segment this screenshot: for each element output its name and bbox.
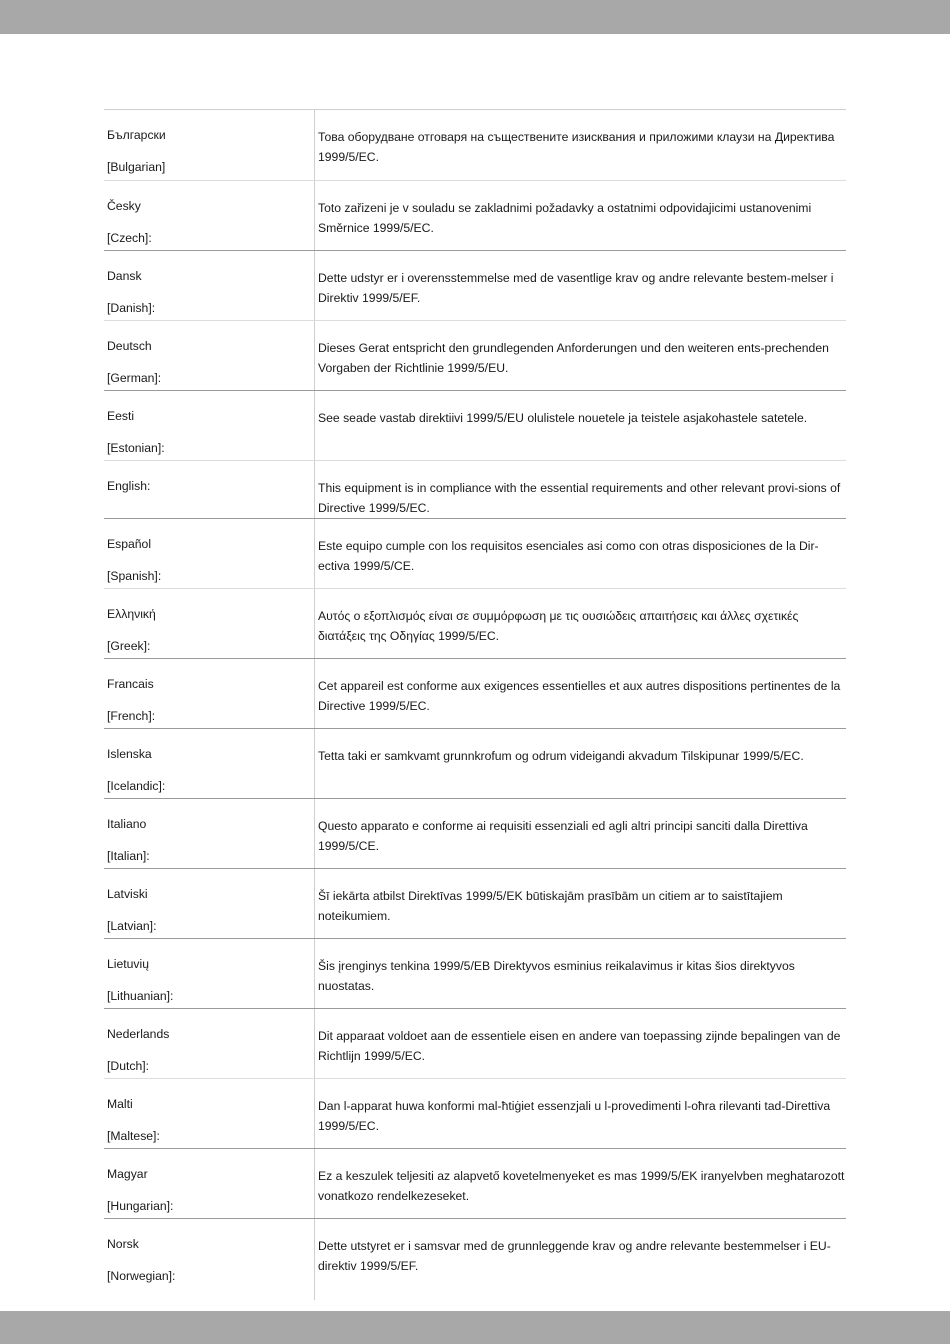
language-name: Lietuvių [107,957,150,971]
declaration-text: Este equipo cumple con los requisitos esenciales asi como con otras disposiciones de la Dir-ectiva 1999/5/CE. [318,539,819,573]
declaration-text: Šis įrenginys tenkina 1999/5/EB Direktyvos esminius reikalavimus ir kitas šios direktyvos nuostatas. [318,959,795,993]
declaration-text: Това оборудване отговаря на съществените изисквания и приложими клаузи на Директива 1999/5/ЕС. [318,130,835,164]
language-cell [104,729,315,798]
table-row [104,798,846,868]
table-row [104,110,846,180]
declaration-text: Toto zařizeni je v souladu se zakladnimi požadavky a ostatnimi odpovidajicimi ustanovenimi Směrnice 1999/5/EC. [318,201,812,235]
language-name: Islenska [107,747,152,761]
declaration-text: Questo apparato e conforme ai requisiti essenziali ed agli altri principi sanciti dalla Direttiva 1999/5/CE. [318,819,808,853]
language-name: Italiano [107,817,147,831]
header-bar [0,0,950,34]
table-row [104,658,846,728]
table-row [104,728,846,798]
language-cell [104,110,315,180]
language-name: Español [107,537,152,551]
declaration-text: Ez a keszulek teljesiti az alapvető kovetelmenyeket es mas 1999/5/EK iranyelvben meghatarozott vonatkozo rendelkezeseket. [318,1169,845,1203]
language-code: [Lithuanian]: [107,989,174,1003]
footer-bar [0,1311,950,1344]
table-row [104,938,846,1008]
language-name: English: [107,479,151,493]
language-cell [104,519,315,588]
language-code: [Greek]: [107,639,151,653]
table-row [104,320,846,390]
table-row [104,1148,846,1218]
language-cell [104,589,315,658]
declaration-text: Dette utstyret er i samsvar med de grunnleggende krav og andre relevante bestemmelser i EU-direktiv 1999/5/EF. [318,1239,831,1273]
language-name: Eesti [107,409,135,423]
declaration-text: Dan l-apparat huwa konformi mal-ħtiġiet essenzjali u l-provedimenti l-oħra rilevanti tad-Direttiva 1999/5/EC. [318,1099,831,1133]
language-name: Malti [107,1097,133,1111]
language-cell [104,251,315,320]
language-name: Nederlands [107,1027,170,1041]
compliance-table [104,109,846,1300]
language-name: Deutsch [107,339,152,353]
table-row [104,1078,846,1148]
language-code: [Norwegian]: [107,1269,176,1283]
language-name: Česky [107,199,141,213]
language-name: Norsk [107,1237,139,1251]
language-cell [104,461,315,518]
language-cell [104,1219,315,1300]
language-code: [Danish]: [107,301,156,315]
language-cell [104,1149,315,1218]
language-code: [German]: [107,371,162,385]
language-code: [French]: [107,709,156,723]
language-name: Magyar [107,1167,148,1181]
declaration-text: Tetta taki er samkvamt grunnkrofum og odrum videigandi akvadum Tilskipunar 1999/5/EC. [318,749,804,763]
declaration-text: This equipment is in compliance with the essential requirements and other relevant provi-sions of Directive 1999/5/EC. [318,481,841,515]
language-name: Български [107,128,166,142]
language-cell [104,181,315,250]
language-cell [104,659,315,728]
declaration-text: Šī iekārta atbilst Direktīvas 1999/5/EK būtiskajām prasībām un citiem ar to saistītajiem noteikumiem. [318,889,783,923]
language-cell [104,1079,315,1148]
language-code: [Hungarian]: [107,1199,174,1213]
declaration-text: Dette udstyr er i overensstemmelse med de vasentlige krav og andre relevante bestem-melser i Direktiv 1999/5/EF. [318,271,834,305]
language-cell [104,799,315,868]
table-row [104,390,846,460]
table-row [104,250,846,320]
declaration-text: Cet appareil est conforme aux exigences essentielles et aux autres dispositions pertinentes de la Directive 1999/5/EC. [318,679,841,713]
declaration-text: See seade vastab direktiivi 1999/5/EU olulistele nouetele ja teistele asjakohastele satetele. [318,411,808,425]
table-row [104,518,846,588]
language-code: [Czech]: [107,231,152,245]
table-row [104,588,846,658]
table-row [104,180,846,250]
language-cell [104,869,315,938]
table-row [104,868,846,938]
language-cell [104,321,315,390]
language-code: [Estonian]: [107,441,165,455]
declaration-text: Dit apparaat voldoet aan de essentiele eisen en andere van toepassing zijnde bepalingen van de Richtlijn 1999/5/EC. [318,1029,841,1063]
language-name: Ελληνική [107,607,156,621]
language-code: [Bulgarian] [107,160,166,174]
language-code: [Latvian]: [107,919,157,933]
language-cell [104,391,315,460]
language-cell [104,939,315,1008]
declaration-text: Dieses Gerat entspricht den grundlegenden Anforderungen und den weiteren ents-prechenden Vorgaben der Richtlinie 1999/5/EU. [318,341,829,375]
language-code: [Spanish]: [107,569,162,583]
language-code: [Dutch]: [107,1059,149,1073]
language-code: [Icelandic]: [107,779,166,793]
language-name: Latviski [107,887,148,901]
table-row [104,460,846,518]
language-name: Francais [107,677,154,691]
table-row [104,1008,846,1078]
language-code: [Maltese]: [107,1129,160,1143]
language-code: [Italian]: [107,849,150,863]
declaration-text: Αυτός ο εξοπλισμός είναι σε συμμόρφωση με τις ουσιώδεις απαιτήσεις και άλλες σχετικές διατάξεις της Οδηγίας 1999/5/EC. [318,609,799,643]
language-name: Dansk [107,269,142,283]
table-row [104,1218,846,1300]
language-cell [104,1009,315,1078]
